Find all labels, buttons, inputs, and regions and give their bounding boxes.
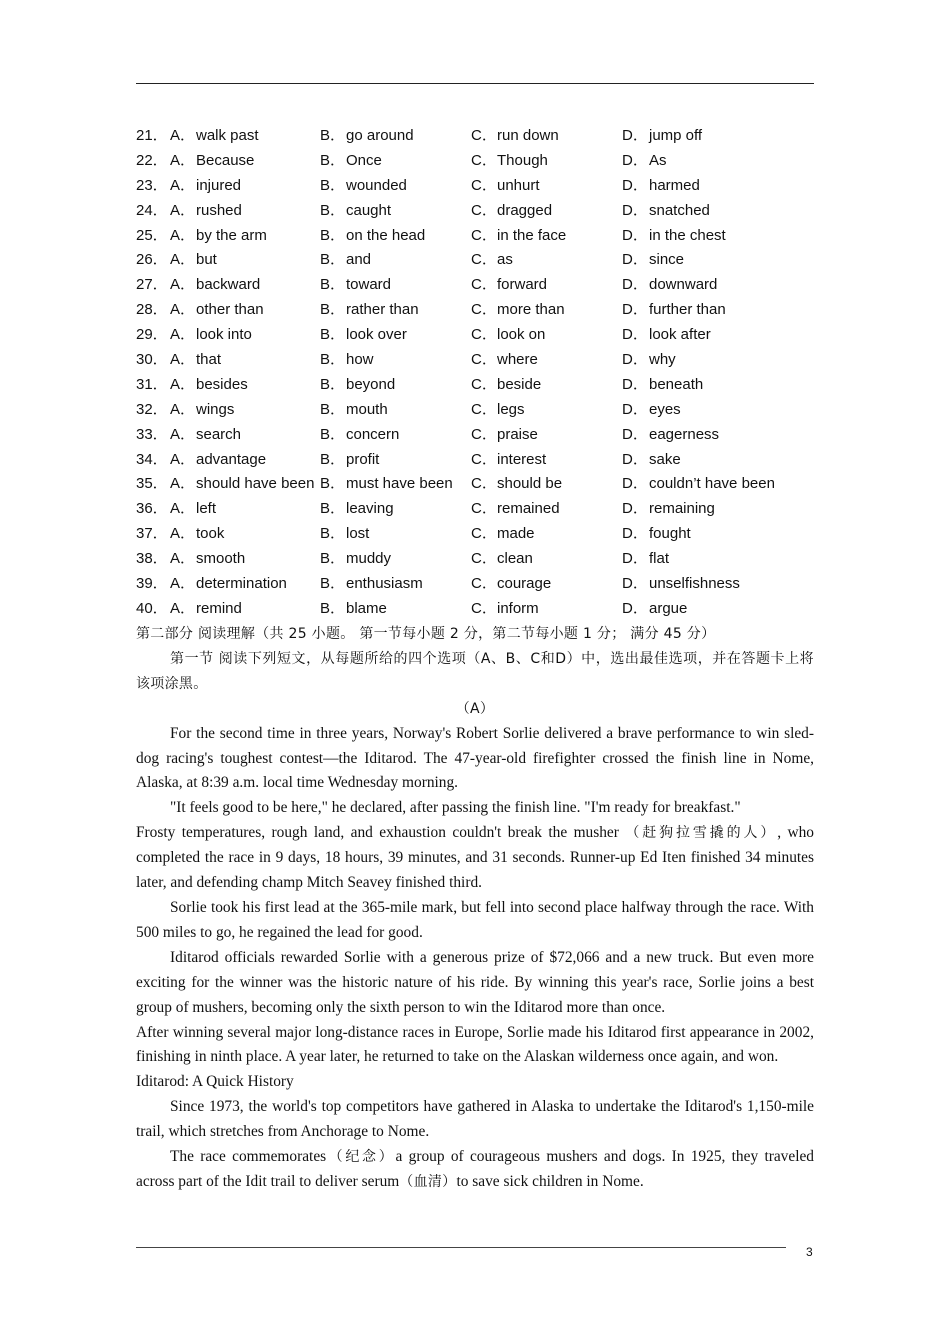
paragraph-6: Since 1973, the world's top competitors have gathered in Alaska to undertake the Iditarod's 1,150-mile trail, which stretches from Anchorage to Nome.: [136, 1098, 814, 1141]
option-a: remind: [196, 599, 242, 617]
page-number: 3: [806, 1245, 813, 1259]
option-a: took: [196, 525, 225, 543]
option-letter-a: A．: [170, 525, 196, 543]
question-number: 39．: [136, 575, 168, 593]
option-b: mouth: [346, 400, 388, 418]
question-number: 28．: [136, 301, 168, 319]
option-b: leaving: [346, 500, 394, 518]
option-letter-a: A．: [170, 375, 196, 393]
option-c: run down: [497, 127, 559, 144]
question-row: [136, 149, 816, 174]
option-b: how: [346, 351, 374, 369]
option-b: and: [346, 251, 372, 269]
option-letter-c: C．: [471, 176, 497, 194]
question-row: [136, 398, 816, 423]
option-d: beneath: [649, 375, 704, 393]
question-row: [136, 199, 816, 224]
option-letter-c: C．: [471, 599, 497, 617]
option-b: rather than: [346, 301, 419, 319]
option-letter-b: B．: [320, 276, 346, 294]
option-a: look into: [196, 326, 252, 344]
option-c: where: [497, 351, 538, 369]
option-letter-b: B．: [320, 450, 346, 468]
option-c: Though: [497, 151, 548, 169]
question-number: 33．: [136, 425, 168, 443]
option-b: blame: [346, 599, 387, 617]
option-letter-d: D．: [622, 276, 648, 294]
option-a: walk past: [196, 127, 259, 144]
question-number: 22．: [136, 151, 168, 169]
option-letter-b: B．: [320, 127, 346, 144]
option-letter-b: B．: [320, 226, 346, 244]
option-letter-b: B．: [320, 525, 346, 543]
option-c: praise: [497, 425, 538, 443]
question-number: 34．: [136, 450, 168, 468]
option-c: remained: [497, 500, 560, 518]
question-number: 32．: [136, 400, 168, 418]
option-letter-d: D．: [622, 550, 648, 568]
question-row: [136, 522, 816, 547]
question-number: 30．: [136, 351, 168, 369]
option-a: Because: [196, 151, 255, 169]
option-b: profit: [346, 450, 380, 468]
option-letter-b: B．: [320, 251, 346, 269]
paragraph-7-annotation-2: （血清）: [399, 1173, 457, 1190]
option-c: dragged: [497, 201, 553, 219]
option-letter-c: C．: [471, 475, 497, 493]
option-letter-a: A．: [170, 475, 196, 493]
option-letter-b: B．: [320, 550, 346, 568]
option-letter-c: C．: [471, 525, 497, 543]
reading-section: [136, 622, 814, 1195]
paragraph-3: Sorlie took his first lead at the 365-mile mark, but fell into second place halfway through the race. With 500 miles to go, he regained the lead for good.: [136, 898, 814, 941]
option-letter-a: A．: [170, 550, 196, 568]
option-letter-a: A．: [170, 425, 196, 443]
question-number: 38．: [136, 550, 168, 568]
question-row: [136, 547, 816, 572]
option-c: look on: [497, 326, 546, 344]
option-c: should be: [497, 475, 563, 493]
paragraph-7-part2: a group of courageous mushers and dogs. In 1925, they traveled across part of the Idit trail to deliver serum: [136, 1148, 815, 1190]
option-a: besides: [196, 375, 248, 393]
option-b: concern: [346, 425, 400, 443]
option-d: sake: [649, 450, 681, 468]
paragraph-2-body: [136, 821, 814, 896]
question-row: [136, 224, 816, 249]
section-header: 第二部分 阅读理解（共 25 小题。 第一节每小题 2 分，第二节每小题 1 分； 满分 45 分）: [136, 626, 716, 642]
option-b: wounded: [346, 176, 407, 194]
option-letter-c: C．: [471, 450, 497, 468]
option-d: flat: [649, 550, 670, 568]
header-rule: [136, 83, 814, 84]
paragraph-7: [136, 1145, 814, 1195]
question-number: 35．: [136, 475, 168, 493]
option-d: snatched: [649, 201, 710, 219]
paragraph-1: For the second time in three years, Norway's Robert Sorlie delivered a brave performance to win sled-dog racing's toughest contest—the Iditarod. The 47-year-old firefighter crossed the finish line in Nome, Alaska, at 8:39 a.m. local time Wednesday morning.: [136, 724, 814, 792]
question-row: [136, 323, 816, 348]
option-letter-c: C．: [471, 500, 497, 518]
option-b: on the head: [346, 226, 426, 244]
option-letter-a: A．: [170, 575, 196, 593]
option-letter-d: D．: [622, 176, 648, 194]
question-row: [136, 348, 816, 373]
question-number: 40．: [136, 599, 168, 617]
option-letter-b: B．: [320, 176, 346, 194]
option-b: enthusiasm: [346, 575, 423, 593]
paragraph-2-part1: Frosty temperatures, rough land, and exhaustion couldn't break the musher: [136, 824, 626, 842]
option-letter-a: A．: [170, 400, 196, 418]
option-letter-d: D．: [622, 525, 648, 543]
option-letter-b: B．: [320, 201, 346, 219]
question-row: [136, 597, 816, 622]
option-c: made: [497, 525, 535, 543]
option-letter-b: B．: [320, 599, 346, 617]
option-letter-c: C．: [471, 375, 497, 393]
option-d: eyes: [649, 400, 681, 418]
answer-options-list: [136, 124, 816, 622]
option-d: harmed: [649, 176, 700, 194]
paragraph-7-part1: The race commemorates: [170, 1148, 327, 1166]
option-letter-a: A．: [170, 226, 196, 244]
option-d: As: [649, 151, 667, 169]
option-letter-d: D．: [622, 425, 648, 443]
option-letter-a: A．: [170, 151, 196, 169]
option-letter-a: A．: [170, 176, 196, 194]
option-letter-b: B．: [320, 375, 346, 393]
paragraph-7-annotation-1: （纪念）: [326, 1149, 396, 1166]
paragraph-4: Iditarod officials rewarded Sorlie with a generous prize of $72,066 and a new truck. But even more exciting for the winner was the historic nature of his ride. By winning this year's race, Sorlie joins a best group of mushers, becoming only the sixth person to win the Iditarod more than once.: [136, 948, 814, 1016]
option-letter-a: A．: [170, 500, 196, 518]
option-letter-d: D．: [622, 575, 648, 593]
option-letter-d: D．: [622, 351, 648, 369]
option-d: couldn’t have been: [649, 475, 775, 493]
option-a: smooth: [196, 550, 246, 568]
option-letter-d: D．: [622, 226, 648, 244]
option-c: as: [497, 251, 513, 269]
option-letter-b: B．: [320, 500, 346, 518]
question-row: [136, 248, 816, 273]
question-number: 25．: [136, 226, 168, 244]
option-letter-b: B．: [320, 400, 346, 418]
option-letter-a: A．: [170, 599, 196, 617]
option-a: wings: [196, 400, 235, 418]
option-d: remaining: [649, 500, 715, 518]
option-c: inform: [497, 599, 539, 617]
passage-label: （A）: [455, 700, 495, 717]
option-letter-c: C．: [471, 276, 497, 294]
question-row: [136, 373, 816, 398]
option-letter-a: A．: [170, 301, 196, 319]
option-letter-c: C．: [471, 201, 497, 219]
paragraph-2-annotation: （赶狗拉雪撬的人）: [625, 825, 778, 842]
option-d: jump off: [649, 127, 703, 144]
option-letter-a: A．: [170, 351, 196, 369]
option-letter-a: A．: [170, 201, 196, 219]
option-b: caught: [346, 201, 392, 219]
option-letter-a: A．: [170, 251, 196, 269]
option-letter-c: C．: [471, 575, 497, 593]
option-letter-b: B．: [320, 425, 346, 443]
option-letter-b: B．: [320, 151, 346, 169]
option-b: go around: [346, 127, 414, 144]
question-row: [136, 497, 816, 522]
option-letter-c: C．: [471, 151, 497, 169]
option-d: further than: [649, 301, 726, 319]
option-c: in the face: [497, 226, 567, 244]
option-letter-a: A．: [170, 276, 196, 294]
option-c: interest: [497, 450, 547, 468]
question-row: [136, 174, 816, 199]
option-a: should have been: [196, 475, 315, 493]
option-letter-c: C．: [471, 326, 497, 344]
option-a: but: [196, 251, 217, 269]
option-d: fought: [649, 525, 691, 543]
question-number: 24．: [136, 201, 168, 219]
option-a: advantage: [196, 450, 267, 468]
question-row: [136, 448, 816, 473]
question-row: [136, 423, 816, 448]
paragraph-5: After winning several major long-distance races in Europe, Sorlie made his Iditarod first appearance in 2002, finishing in ninth place. A year later, he returned to take on the Alaskan wilderness once again, and won.: [136, 1023, 814, 1066]
option-a: backward: [196, 276, 261, 294]
question-row: [136, 472, 816, 497]
question-row: [136, 124, 816, 149]
option-letter-b: B．: [320, 351, 346, 369]
option-a: rushed: [196, 201, 242, 219]
question-number: 21．: [136, 127, 168, 144]
option-c: courage: [497, 575, 552, 593]
option-d: downward: [649, 276, 718, 294]
option-a: injured: [196, 176, 242, 194]
question-number: 31．: [136, 375, 168, 393]
option-d: look after: [649, 326, 711, 344]
option-letter-d: D．: [622, 599, 648, 617]
option-letter-c: C．: [471, 425, 497, 443]
option-c: forward: [497, 276, 548, 294]
option-letter-d: D．: [622, 301, 648, 319]
option-d: unselfishness: [649, 575, 740, 593]
option-letter-a: A．: [170, 450, 196, 468]
option-letter-d: D．: [622, 151, 648, 169]
question-row: [136, 273, 816, 298]
paragraph-7-part3: to save sick children in Nome.: [456, 1172, 644, 1190]
option-letter-d: D．: [622, 475, 648, 493]
option-a: other than: [196, 301, 264, 319]
option-b: look over: [346, 326, 407, 344]
paragraph-2-quote: "It feels good to be here," he declared, after passing the finish line. "I'm ready for breakfast.": [170, 799, 741, 817]
option-letter-c: C．: [471, 251, 497, 269]
question-row: [136, 572, 816, 597]
option-letter-d: D．: [622, 127, 648, 144]
option-c: beside: [497, 375, 542, 393]
option-letter-d: D．: [622, 326, 648, 344]
option-letter-c: C．: [471, 226, 497, 244]
option-a: search: [196, 425, 242, 443]
option-a: by the arm: [196, 226, 267, 244]
paragraph-2-part2: , who completed the race in 9 days, 18 hours, 39 minutes, and 31 seconds. Runner-up Ed Iten finished 34 minutes later, and defending champ Mitch Seavey finished third.: [136, 824, 814, 892]
option-letter-a: A．: [170, 326, 196, 344]
subheading: Iditarod: A Quick History: [136, 1073, 294, 1091]
option-letter-d: D．: [622, 201, 648, 219]
option-c: clean: [497, 550, 533, 568]
option-letter-d: D．: [622, 251, 648, 269]
option-b: muddy: [346, 550, 392, 568]
question-row: [136, 298, 816, 323]
option-c: unhurt: [497, 176, 540, 194]
option-b: lost: [346, 525, 370, 543]
option-d: argue: [649, 599, 688, 617]
option-letter-c: C．: [471, 127, 497, 144]
option-letter-d: D．: [622, 375, 648, 393]
option-letter-b: B．: [320, 326, 346, 344]
question-number: 27．: [136, 276, 168, 294]
option-b: beyond: [346, 375, 396, 393]
question-number: 23．: [136, 176, 168, 194]
option-letter-c: C．: [471, 550, 497, 568]
option-letter-d: D．: [622, 400, 648, 418]
question-number: 29．: [136, 326, 168, 344]
option-letter-b: B．: [320, 475, 346, 493]
footer-rule: [136, 1247, 786, 1248]
option-c: more than: [497, 301, 565, 319]
option-letter-a: A．: [170, 127, 196, 144]
option-c: legs: [497, 400, 525, 418]
option-b: toward: [346, 276, 392, 294]
question-number: 26．: [136, 251, 168, 269]
option-a: determination: [196, 575, 287, 593]
option-b: must have been: [346, 475, 453, 493]
option-a: that: [196, 351, 222, 369]
option-letter-b: B．: [320, 575, 346, 593]
option-letter-c: C．: [471, 400, 497, 418]
option-letter-d: D．: [622, 450, 648, 468]
option-d: eagerness: [649, 425, 720, 443]
option-a: left: [196, 500, 217, 518]
option-letter-d: D．: [622, 500, 648, 518]
question-number: 37．: [136, 525, 168, 543]
option-letter-b: B．: [320, 301, 346, 319]
option-d: since: [649, 251, 685, 269]
option-b: Once: [346, 151, 382, 169]
option-d: why: [649, 351, 676, 369]
option-letter-c: C．: [471, 351, 497, 369]
option-d: in the chest: [649, 226, 726, 244]
option-letter-c: C．: [471, 301, 497, 319]
question-number: 36．: [136, 500, 168, 518]
section-instruction: 第一节 阅读下列短文，从每题所给的四个选项（A、B、C和D）中，选出最佳选项，并在答题卡上将该项涂黑。: [136, 650, 814, 692]
